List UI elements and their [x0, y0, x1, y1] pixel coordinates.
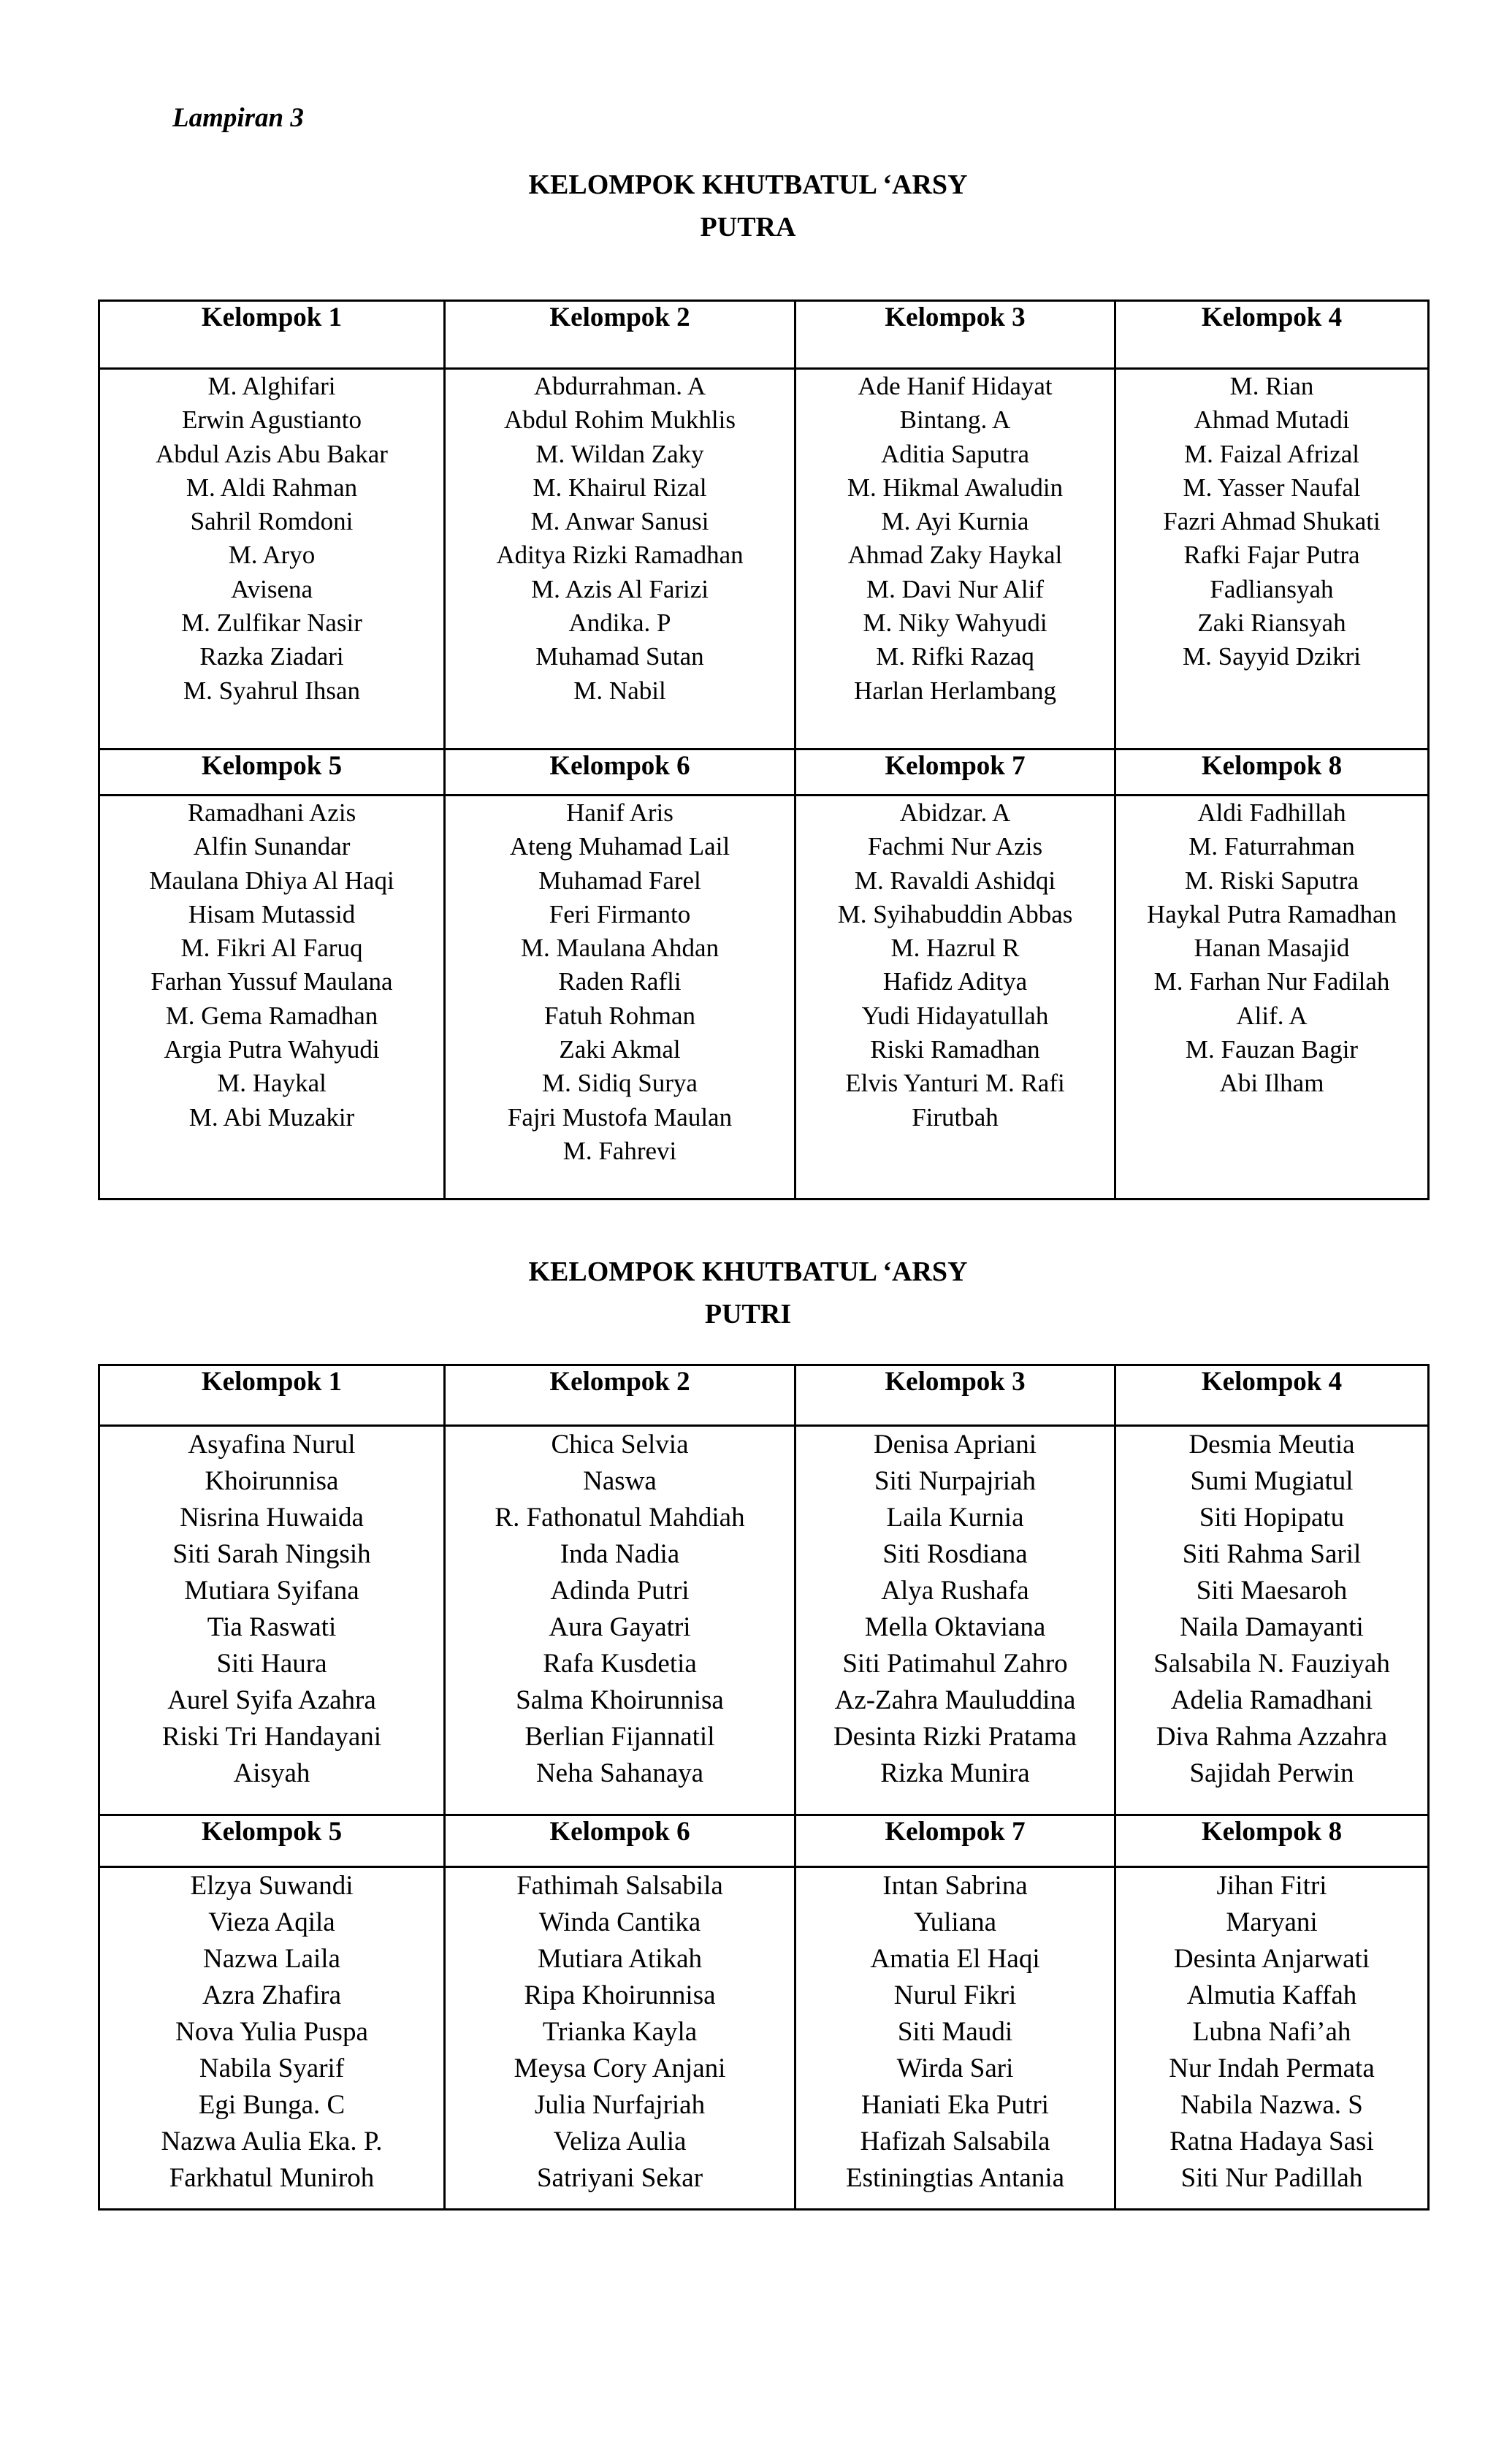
member-name: Fazri Ahmad Shukati	[1163, 507, 1381, 536]
member-name: Muhamad Sutan	[535, 642, 704, 671]
member-name: Aditia Saputra	[880, 439, 1030, 468]
member-name: M. Aryo	[228, 541, 316, 570]
member-name: Ripa Khoirunnisa	[524, 1980, 716, 2010]
putra-section-title	[0, 164, 1496, 248]
member-name: M. Fikri Al Faruq	[180, 934, 363, 963]
member-name: Estiningtias Antania	[845, 2163, 1065, 2193]
member-name: Amatia El Haqi	[870, 1944, 1040, 1974]
member-name: Abdurrahman. A	[533, 372, 706, 400]
group-header: Kelompok 5	[99, 1815, 445, 1867]
member-name: Neha Sahanaya	[535, 1758, 704, 1788]
member-name: M. Fauzan Bagir	[1185, 1035, 1359, 1064]
member-name: Aurel Syifa Azahra	[167, 1685, 376, 1715]
member-name: Ateng Muhamad Lail	[509, 832, 730, 861]
member-name: M. Sidiq Surya	[542, 1069, 698, 1098]
member-name: Farkhatul Muniroh	[169, 2163, 375, 2193]
member-name: Maulana Dhiya Al Haqi	[149, 866, 394, 895]
member-name: M. Fahrevi	[562, 1136, 677, 1165]
member-name: M. Rian	[1229, 372, 1314, 400]
member-name: Hanan Masajid	[1194, 934, 1350, 963]
member-name: Hanif Aris	[566, 798, 673, 827]
member-name: Rizka Munira	[880, 1758, 1030, 1788]
member-name: Wirda Sari	[896, 2053, 1014, 2083]
member-name: Aura Gayatri	[549, 1612, 691, 1642]
member-name: Ade Hanif Hidayat	[858, 372, 1053, 400]
member-name: Siti Maesaroh	[1196, 1576, 1348, 1606]
member-name: M. Yasser Naufal	[1183, 473, 1361, 502]
member-name: Firutbah	[912, 1102, 999, 1132]
member-name: Sumi Mugiatul	[1190, 1466, 1354, 1496]
member-name: Elvis Yanturi M. Rafi	[845, 1069, 1065, 1098]
member-name: Denisa Apriani	[874, 1430, 1037, 1460]
member-name: Abdul Rohim Mukhlis	[504, 405, 736, 435]
member-name: Khoirunnisa	[205, 1466, 339, 1496]
member-name: Aisyah	[233, 1758, 310, 1788]
member-name: Bintang. A	[899, 405, 1011, 435]
group-header: Kelompok 3	[795, 1365, 1115, 1426]
member-name: Riski Tri Handayani	[161, 1722, 382, 1752]
group-members	[99, 1867, 445, 2210]
group-header: Kelompok 7	[795, 750, 1115, 796]
member-name: Siti Haura	[216, 1649, 327, 1679]
putri-section-title	[0, 1251, 1496, 1335]
member-name: Desinta Anjarwati	[1173, 1944, 1370, 1974]
member-name: Lubna Nafi’ah	[1192, 2017, 1351, 2047]
member-name: Maryani	[1226, 1907, 1318, 1937]
member-name: M. Rifki Razaq	[876, 642, 1034, 671]
member-name: M. Davi Nur Alif	[866, 574, 1045, 603]
member-name: Haykal Putra Ramadhan	[1146, 899, 1397, 928]
member-name: Hafidz Aditya	[882, 967, 1028, 996]
member-name: Laila Kurnia	[886, 1503, 1024, 1533]
member-name: Intan Sabrina	[882, 1871, 1028, 1901]
member-name: Muhamad Farel	[538, 866, 701, 895]
group-members	[445, 369, 795, 750]
member-name: M. Farhan Nur Fadilah	[1153, 967, 1390, 996]
group-header: Kelompok 6	[445, 750, 795, 796]
member-name: Fadliansyah	[1210, 574, 1334, 603]
member-name: Ahmad Mutadi	[1194, 405, 1350, 435]
member-name: Nisrina Huwaida	[180, 1503, 364, 1533]
member-name: Chica Selvia	[551, 1430, 689, 1460]
group-header: Kelompok 5	[99, 750, 445, 796]
member-name: Yudi Hidayatullah	[861, 1001, 1049, 1030]
member-name: Siti Patimahul Zahro	[842, 1649, 1068, 1679]
group-members	[795, 796, 1115, 1199]
member-name: Adelia Ramadhani	[1170, 1685, 1373, 1715]
member-name: M. Abi Muzakir	[188, 1102, 355, 1132]
member-name: M. Sayyid Dzikri	[1182, 642, 1361, 671]
member-name: Berlian Fijannatil	[524, 1722, 715, 1752]
member-name: Yuliana	[913, 1907, 997, 1937]
member-name: Jihan Fitri	[1216, 1871, 1327, 1901]
member-name: Nazwa Laila	[203, 1944, 340, 1974]
group-members	[1115, 369, 1429, 750]
putra-groups-table	[98, 300, 1430, 1200]
member-name: Rafa Kusdetia	[543, 1649, 697, 1679]
member-name: Winda Cantika	[538, 1907, 701, 1937]
member-name: M. Azis Al Farizi	[530, 574, 709, 603]
group-members	[1115, 1867, 1429, 2210]
member-name: Argia Putra Wahyudi	[164, 1035, 380, 1064]
member-name: Farhan Yussuf Maulana	[150, 967, 393, 996]
putri-groups-table	[98, 1364, 1430, 2211]
group-members	[1115, 1426, 1429, 1815]
member-name: Siti Nur Padillah	[1180, 2163, 1363, 2193]
putra-subtitle: PUTRA	[700, 212, 796, 243]
member-name: Harlan Herlambang	[854, 676, 1056, 705]
member-name: Elzya Suwandi	[190, 1871, 354, 1901]
member-name: M. Alghifari	[207, 372, 336, 400]
member-name: Ahmad Zaky Haykal	[847, 541, 1063, 570]
member-name: Alif. A	[1236, 1001, 1308, 1030]
member-name: Abidzar. A	[899, 798, 1011, 827]
member-name: Avisena	[230, 574, 313, 603]
member-name: Nur Indah Permata	[1169, 2053, 1375, 2083]
putri-title: KELOMPOK KHUTBATUL ‘ARSY	[528, 1256, 968, 1287]
member-name: Meysa Cory Anjani	[514, 2053, 726, 2083]
member-name: M. Haykal	[217, 1069, 327, 1098]
member-name: M. Anwar Sanusi	[530, 507, 709, 536]
group-members	[445, 796, 795, 1199]
member-name: Siti Rosdiana	[882, 1539, 1028, 1569]
member-name: Almutia Kaffah	[1186, 1980, 1357, 2010]
member-name: Razka Ziadari	[199, 642, 344, 671]
member-name: R. Fathonatul Mahdiah	[495, 1503, 745, 1533]
member-name: Naswa	[583, 1466, 657, 1496]
member-name: Raden Rafli	[558, 967, 682, 996]
group-members	[99, 369, 445, 750]
group-members	[1115, 796, 1429, 1199]
member-name: Mutiara Atikah	[537, 1944, 703, 1974]
member-name: Riski Ramadhan	[870, 1035, 1040, 1064]
member-name: Nurul Fikri	[893, 1980, 1017, 2010]
member-name: Salma Khoirunnisa	[516, 1685, 724, 1715]
member-name: Naila Damayanti	[1180, 1612, 1364, 1642]
member-name: M. Syahrul Ihsan	[183, 676, 361, 705]
member-name: Desinta Rizki Pratama	[833, 1722, 1077, 1752]
group-members	[795, 369, 1115, 750]
member-name: Haniati Eka Putri	[861, 2090, 1049, 2120]
member-name: M. Ravaldi Ashidqi	[854, 866, 1056, 895]
group-header: Kelompok 2	[445, 1365, 795, 1426]
member-name: Nazwa Aulia Eka. P.	[161, 2127, 383, 2156]
member-name: Abdul Azis Abu Bakar	[156, 439, 388, 468]
member-name: Fajri Mustofa Maulan	[507, 1102, 733, 1132]
member-name: Ratna Hadaya Sasi	[1169, 2127, 1374, 2156]
member-name: M. Khairul Rizal	[533, 473, 707, 502]
member-name: Vieza Aqila	[208, 1907, 335, 1937]
member-name: Zaki Riansyah	[1197, 609, 1346, 638]
member-name: Siti Maudi	[897, 2017, 1013, 2047]
member-name: Mutiara Syifana	[184, 1576, 359, 1606]
member-name: M. Faizal Afrizal	[1183, 439, 1360, 468]
group-header: Kelompok 4	[1115, 301, 1429, 369]
member-name: Rafki Fajar Putra	[1183, 541, 1360, 570]
member-name: Nabila Syarif	[199, 2053, 345, 2083]
member-name: Siti Rahma Saril	[1182, 1539, 1362, 1569]
putri-subtitle: PUTRI	[704, 1299, 792, 1330]
group-header: Kelompok 7	[795, 1815, 1115, 1867]
group-header: Kelompok 8	[1115, 1815, 1429, 1867]
member-name: Inda Nadia	[560, 1539, 680, 1569]
member-name: M. Hikmal Awaludin	[847, 473, 1064, 502]
member-name: Alfin Sunandar	[193, 832, 351, 861]
member-name: Abi Ilham	[1219, 1069, 1324, 1098]
group-header: Kelompok 4	[1115, 1365, 1429, 1426]
member-name: Trianka Kayla	[542, 2017, 698, 2047]
member-name: Egi Bunga. C	[198, 2090, 346, 2120]
group-header: Kelompok 8	[1115, 750, 1429, 796]
group-header: Kelompok 6	[445, 1815, 795, 1867]
group-members	[99, 1426, 445, 1815]
group-header: Kelompok 2	[445, 301, 795, 369]
member-name: Azra Zhafira	[202, 1980, 341, 2010]
member-name: Fatuh Rohman	[543, 1001, 696, 1030]
member-name: Mella Oktaviana	[864, 1612, 1046, 1642]
group-members	[795, 1867, 1115, 2210]
group-header: Kelompok 3	[795, 301, 1115, 369]
member-name: Desmia Meutia	[1188, 1430, 1355, 1460]
member-name: Veliza Aulia	[553, 2127, 687, 2156]
member-name: Adinda Putri	[550, 1576, 690, 1606]
member-name: Siti Sarah Ningsih	[172, 1539, 371, 1569]
member-name: Tia Raswati	[207, 1612, 337, 1642]
member-name: M. Faturrahman	[1188, 832, 1355, 861]
group-members	[445, 1426, 795, 1815]
member-name: Hisam Mutassid	[188, 899, 356, 928]
member-name: Az-Zahra Mauluddina	[834, 1685, 1076, 1715]
member-name: Fachmi Nur Azis	[867, 832, 1043, 861]
member-name: Siti Nurpajriah	[874, 1466, 1036, 1496]
member-name: M. Gema Ramadhan	[165, 1001, 378, 1030]
member-name: Salsabila N. Fauziyah	[1153, 1649, 1390, 1679]
member-name: Julia Nurfajriah	[534, 2090, 706, 2120]
member-name: Fathimah Salsabila	[516, 1871, 723, 1901]
member-name: Andika. P	[568, 609, 671, 638]
member-name: Erwin Agustianto	[182, 405, 362, 435]
member-name: M. Zulfikar Nasir	[181, 609, 362, 638]
group-members	[99, 796, 445, 1199]
member-name: M. Wildan Zaky	[535, 439, 704, 468]
group-header: Kelompok 1	[99, 1365, 445, 1426]
member-name: Hafizah Salsabila	[860, 2127, 1050, 2156]
member-name: M. Niky Wahyudi	[863, 609, 1047, 638]
group-members	[795, 1426, 1115, 1815]
member-name: M. Riski Saputra	[1184, 866, 1359, 895]
member-name: M. Syihabuddin Abbas	[837, 899, 1073, 928]
member-name: M. Nabil	[573, 676, 666, 705]
putra-title: KELOMPOK KHUTBATUL ‘ARSY	[528, 169, 968, 200]
member-name: M. Maulana Ahdan	[520, 934, 720, 963]
member-name: Satriyani Sekar	[536, 2163, 703, 2193]
member-name: Siti Hopipatu	[1199, 1503, 1345, 1533]
member-name: Asyafina Nurul	[188, 1430, 356, 1460]
member-name: Alya Rushafa	[881, 1576, 1029, 1606]
member-name: Diva Rahma Azzahra	[1156, 1722, 1388, 1752]
appendix-label: Lampiran 3	[172, 103, 304, 133]
member-name: Aditya Rizki Ramadhan	[496, 541, 744, 570]
member-name: Sajidah Perwin	[1189, 1758, 1354, 1788]
member-name: M. Aldi Rahman	[186, 473, 358, 502]
member-name: Feri Firmanto	[549, 899, 691, 928]
member-name: M. Ayi Kurnia	[881, 507, 1029, 536]
member-name: Nabila Nazwa. S	[1180, 2090, 1363, 2120]
member-name: Aldi Fadhillah	[1197, 798, 1346, 827]
member-name: Nova Yulia Puspa	[175, 2017, 368, 2047]
member-name: Ramadhani Azis	[187, 798, 356, 827]
member-name: Zaki Akmal	[559, 1035, 681, 1064]
member-name: M. Hazrul R	[890, 934, 1020, 963]
group-members	[445, 1867, 795, 2210]
member-name: Sahril Romdoni	[190, 507, 354, 536]
group-header: Kelompok 1	[99, 301, 445, 369]
